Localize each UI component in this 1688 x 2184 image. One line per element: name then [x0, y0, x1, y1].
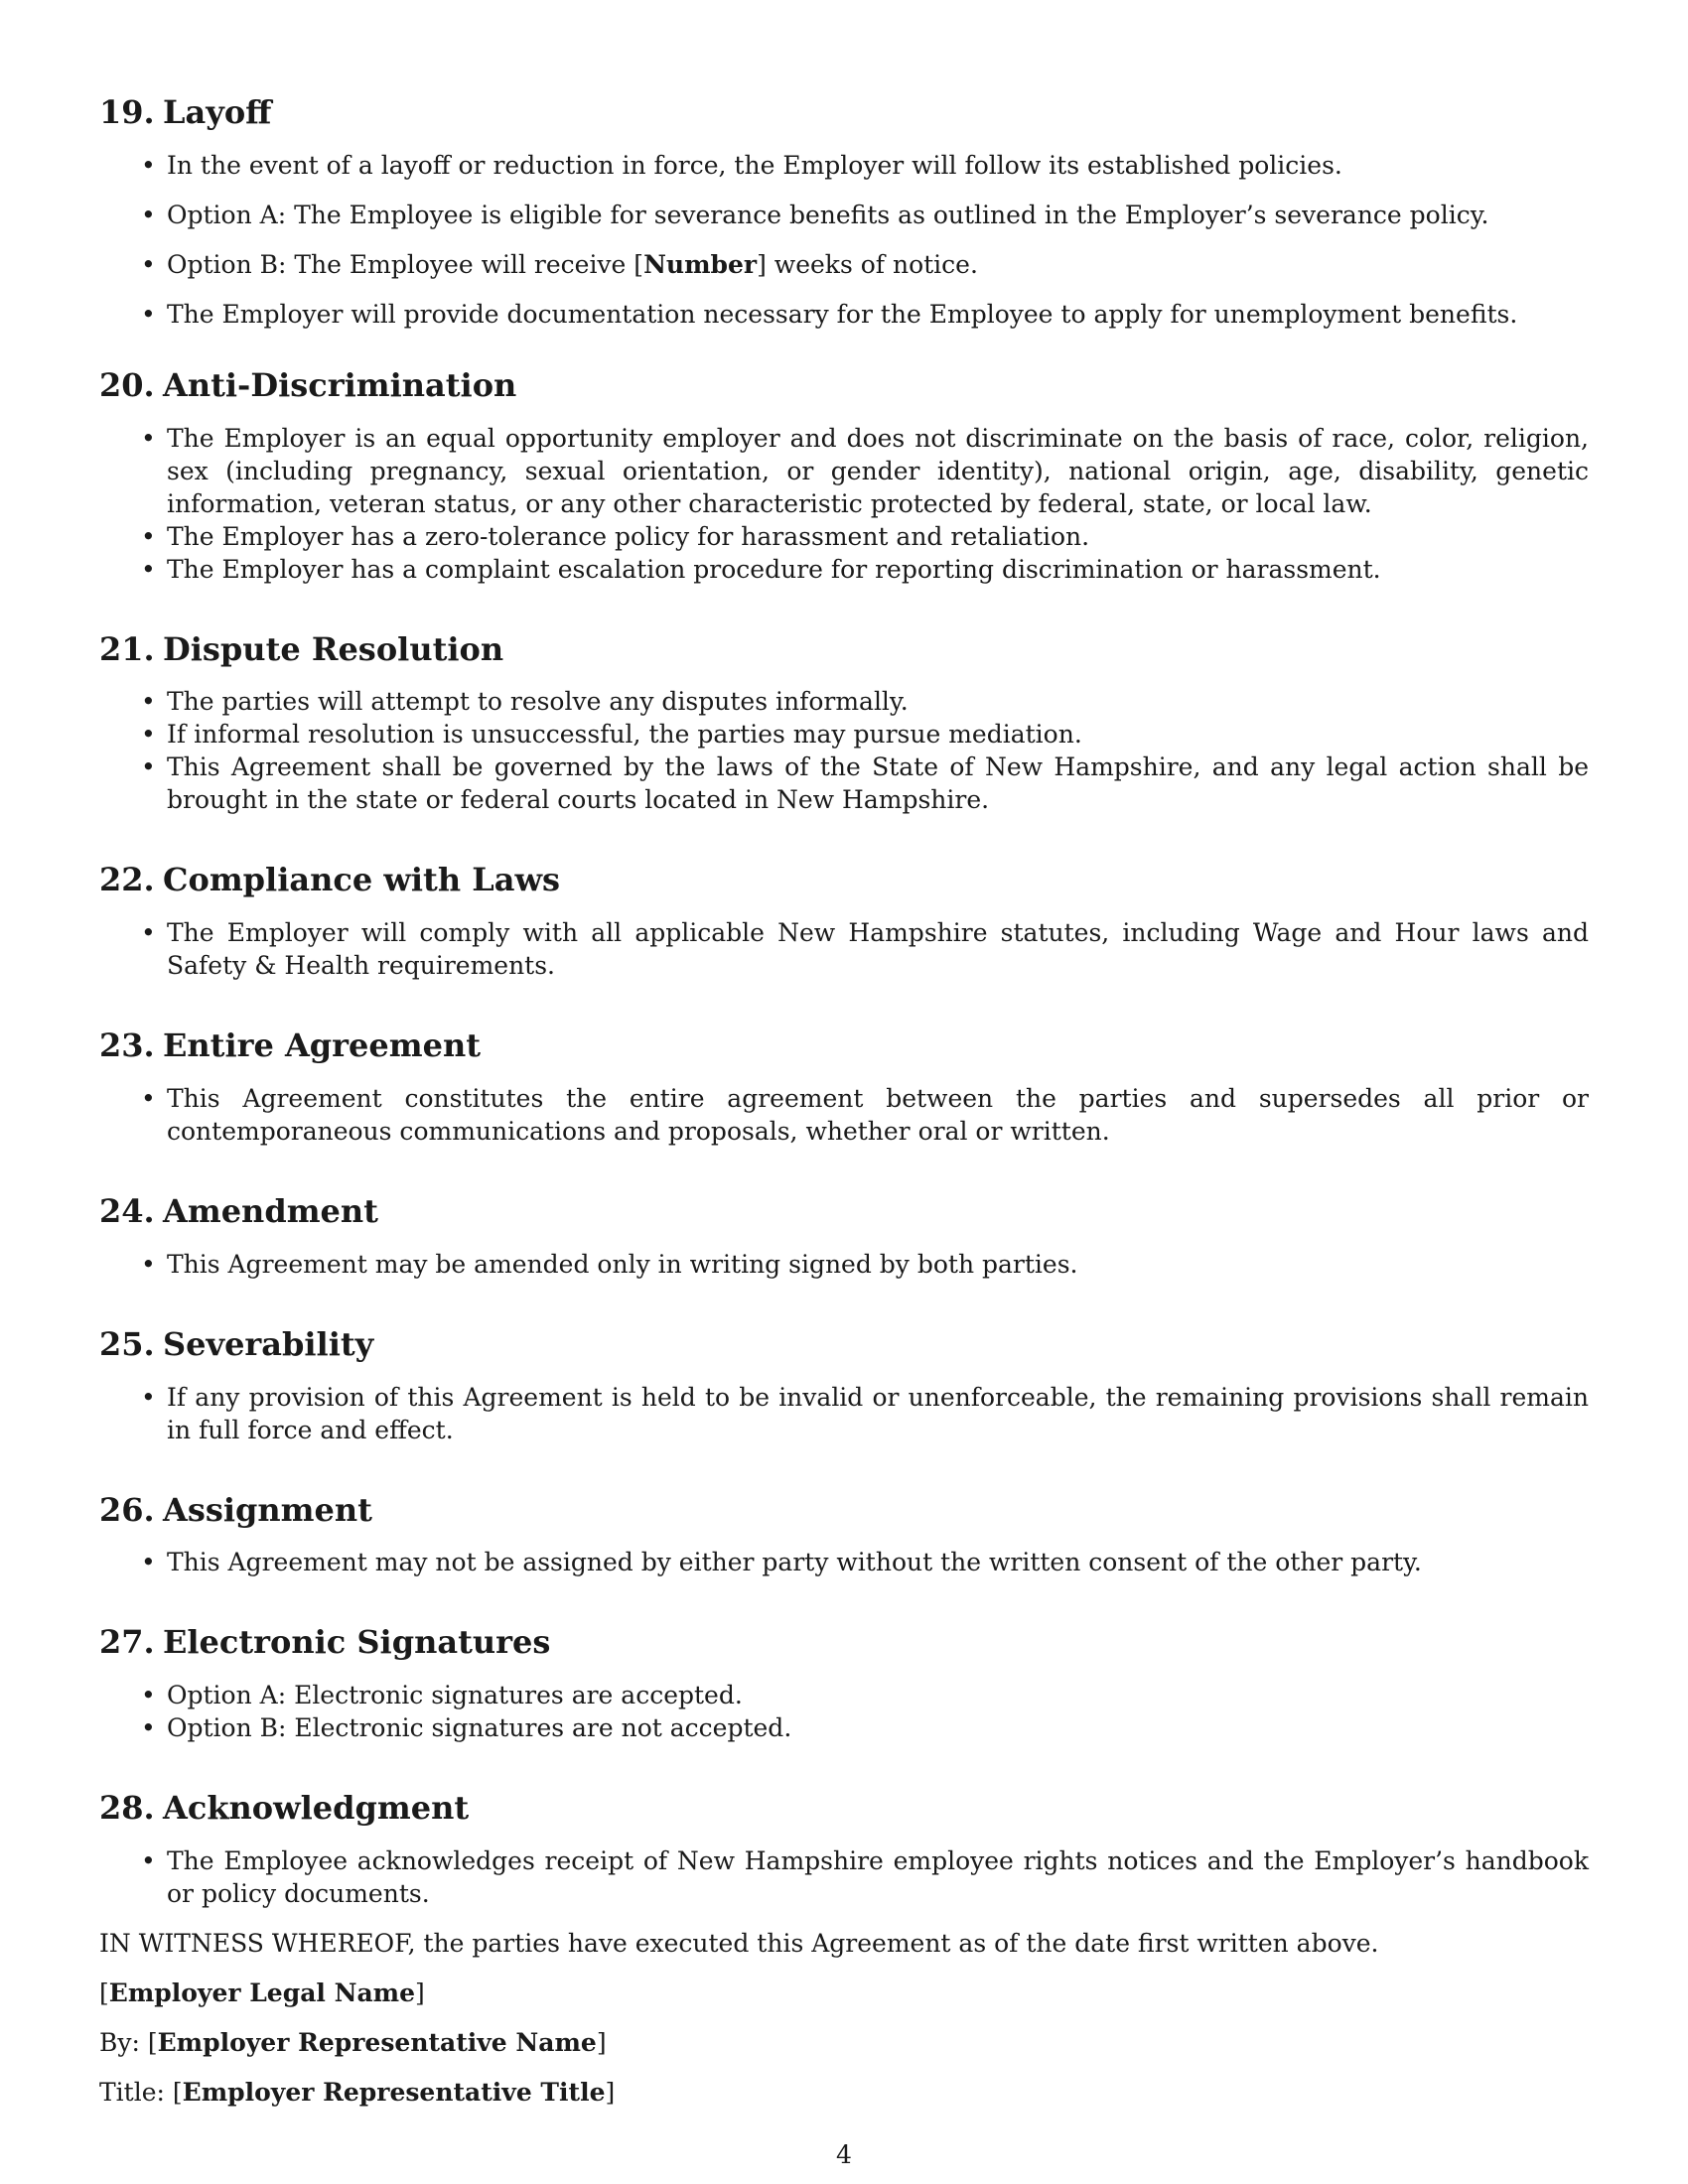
bullet-list	[99, 422, 1589, 586]
bullet-list	[99, 685, 1589, 816]
section-heading	[99, 862, 1589, 898]
section-number: 23.	[99, 1026, 155, 1065]
section-anti-discrimination	[99, 367, 1589, 631]
list-item	[99, 1381, 1589, 1446]
bullet-list	[99, 1546, 1589, 1578]
section-title: Acknowledgment	[163, 1789, 470, 1828]
employer-name-line: [Employer Legal Name]	[99, 1978, 425, 2007]
list-item	[99, 1711, 1589, 1744]
list-item	[99, 916, 1589, 982]
section-title: Assignment	[163, 1490, 372, 1529]
list-item	[99, 718, 1589, 751]
list-item-text: Option B: Electronic signatures are not accepted.	[167, 1713, 792, 1743]
section-number: 21.	[99, 629, 155, 668]
list-item	[99, 1546, 1589, 1578]
list-item-text: This Agreement constitutes the entire agreement between the parties and supersedes all prior or contemporaneous communications and proposals, whether oral or written.	[167, 1083, 1589, 1146]
section-dispute-resolution	[99, 631, 1589, 863]
list-item	[99, 685, 1589, 718]
section-title: Severability	[163, 1324, 374, 1363]
bullet-list	[99, 1844, 1589, 1910]
bullet-list	[99, 1381, 1589, 1446]
section-acknowledgment	[99, 1790, 1589, 1927]
section-heading	[99, 367, 1589, 404]
list-item-text: The Employer will comply with all applicable New Hampshire statutes, including Wage and Hour laws and Safety & Health requirements.	[167, 918, 1589, 981]
bullet-icon: •	[141, 1548, 156, 1577]
list-item-text: The Employee acknowledges receipt of New Hampshire employee rights notices and the Employer’s handbook or policy documents.	[167, 1845, 1589, 1908]
bullet-icon: •	[141, 249, 156, 279]
bullet-icon: •	[141, 1083, 156, 1113]
list-item-text: ] weeks of notice.	[757, 249, 978, 279]
bullet-icon: •	[141, 752, 156, 782]
list-item	[99, 149, 1589, 182]
by-line: By: [Employer Representative Name]	[99, 2027, 607, 2057]
list-item-text: Option A: The Employee is eligible for severance benefits as outlined in the Employer’s severance policy.	[167, 200, 1489, 229]
list-item-text: The parties will attempt to resolve any disputes informally.	[167, 687, 909, 717]
section-title: Dispute Resolution	[163, 629, 504, 668]
section-heading	[99, 1193, 1589, 1230]
bullet-icon: •	[141, 150, 156, 180]
section-number: 25.	[99, 1324, 155, 1363]
bullet-icon: •	[141, 1382, 156, 1412]
section-heading	[99, 1624, 1589, 1661]
list-item-text: Option A: Electronic signatures are accepted.	[167, 1681, 743, 1710]
section-number: 22.	[99, 861, 155, 899]
section-heading	[99, 94, 1589, 131]
placeholder-field: Number	[643, 249, 758, 279]
section-title: Entire Agreement	[163, 1026, 481, 1065]
list-item-text: If any provision of this Agreement is held to be invalid or unenforceable, the remaining provisions shall remain in full force and effect.	[167, 1382, 1589, 1444]
section-number: 20.	[99, 365, 155, 404]
section-number: 26.	[99, 1490, 155, 1529]
list-item	[99, 422, 1589, 520]
list-item	[99, 520, 1589, 553]
list-item-text: The Employer is an equal opportunity employer and does not discriminate on the basis of race, color, religion, sex (including pregnancy, sexual orientation, or gender identity), national origin, age, disability, genetic information, veteran status, or any other characteristic protected by federal, state, or local law.	[167, 423, 1589, 518]
list-item	[99, 298, 1589, 331]
section-number: 27.	[99, 1623, 155, 1662]
section-heading	[99, 1326, 1589, 1363]
bullet-icon: •	[141, 687, 156, 717]
bullet-list	[99, 1679, 1589, 1744]
rep-name-placeholder: Employer Representative Name	[157, 2027, 597, 2057]
bullet-icon: •	[141, 918, 156, 948]
rep-title-placeholder: Employer Representative Title	[182, 2077, 606, 2107]
list-item-text: Option B: The Employee will receive [	[167, 249, 644, 279]
section-heading	[99, 631, 1589, 668]
section-number: 19.	[99, 93, 155, 131]
bullet-icon: •	[141, 1681, 156, 1710]
bullet-list	[99, 1248, 1589, 1281]
list-item	[99, 751, 1589, 816]
list-item	[99, 1679, 1589, 1711]
page-number: 4	[836, 2140, 852, 2169]
list-item-text: This Agreement may not be assigned by either party without the written consent of the other party.	[167, 1548, 1422, 1577]
section-title: Anti-Discrimination	[163, 365, 517, 404]
list-item	[99, 1082, 1589, 1148]
section-number: 28.	[99, 1789, 155, 1828]
employer-name-placeholder: Employer Legal Name	[108, 1978, 416, 2007]
bullet-icon: •	[141, 1249, 156, 1279]
section-assignment	[99, 1492, 1589, 1625]
list-item	[99, 553, 1589, 586]
list-item-text: If informal resolution is unsuccessful, the parties may pursue mediation.	[167, 720, 1082, 750]
list-item	[99, 1844, 1589, 1910]
bullet-icon: •	[141, 299, 156, 329]
section-title: Amendment	[163, 1191, 378, 1230]
list-item-text: In the event of a layoff or reduction in force, the Employer will follow its established policies.	[167, 150, 1342, 180]
list-item-text: The Employer has a zero-tolerance policy for harassment and retaliation.	[167, 521, 1090, 551]
witness-clause: IN WITNESS WHEREOF, the parties have executed this Agreement as of the date first written above.	[99, 1928, 1379, 1958]
bullet-list	[99, 149, 1589, 331]
by-label: By:	[99, 2027, 140, 2057]
bullet-icon: •	[141, 720, 156, 750]
section-title: Electronic Signatures	[163, 1623, 551, 1662]
title-line: Title: [Employer Representative Title]	[99, 2077, 616, 2107]
section-heading	[99, 1492, 1589, 1529]
list-item	[99, 248, 1589, 281]
title-label: Title:	[99, 2077, 165, 2107]
list-item-text: This Agreement may be amended only in writing signed by both parties.	[167, 1249, 1078, 1279]
section-title: Compliance with Laws	[163, 861, 561, 899]
list-item-text: This Agreement shall be governed by the laws of the State of New Hampshire, and any legal action shall be brought in the state or federal courts located in New Hampshire.	[167, 752, 1589, 815]
section-compliance	[99, 862, 1589, 1027]
bullet-icon: •	[141, 554, 156, 584]
section-title: Layoff	[163, 93, 272, 131]
section-heading	[99, 1790, 1589, 1827]
list-item	[99, 1248, 1589, 1281]
document-page	[99, 94, 1589, 2109]
section-amendment	[99, 1193, 1589, 1326]
bullet-icon: •	[141, 423, 156, 453]
section-heading	[99, 1027, 1589, 1064]
section-layoff	[99, 94, 1589, 367]
bullet-icon: •	[141, 521, 156, 551]
bullet-icon: •	[141, 200, 156, 229]
section-severability	[99, 1326, 1589, 1492]
section-electronic-signatures	[99, 1624, 1589, 1790]
bullet-icon: •	[141, 1845, 156, 1875]
section-entire-agreement	[99, 1027, 1589, 1193]
bullet-icon: •	[141, 1713, 156, 1743]
section-number: 24.	[99, 1191, 155, 1230]
list-item-text: The Employer has a complaint escalation procedure for reporting discrimination or harassment.	[167, 554, 1381, 584]
list-item-text: The Employer will provide documentation necessary for the Employee to apply for unemployment benefits.	[167, 299, 1518, 329]
bullet-list	[99, 1082, 1589, 1148]
bullet-list	[99, 916, 1589, 982]
list-item	[99, 199, 1589, 231]
